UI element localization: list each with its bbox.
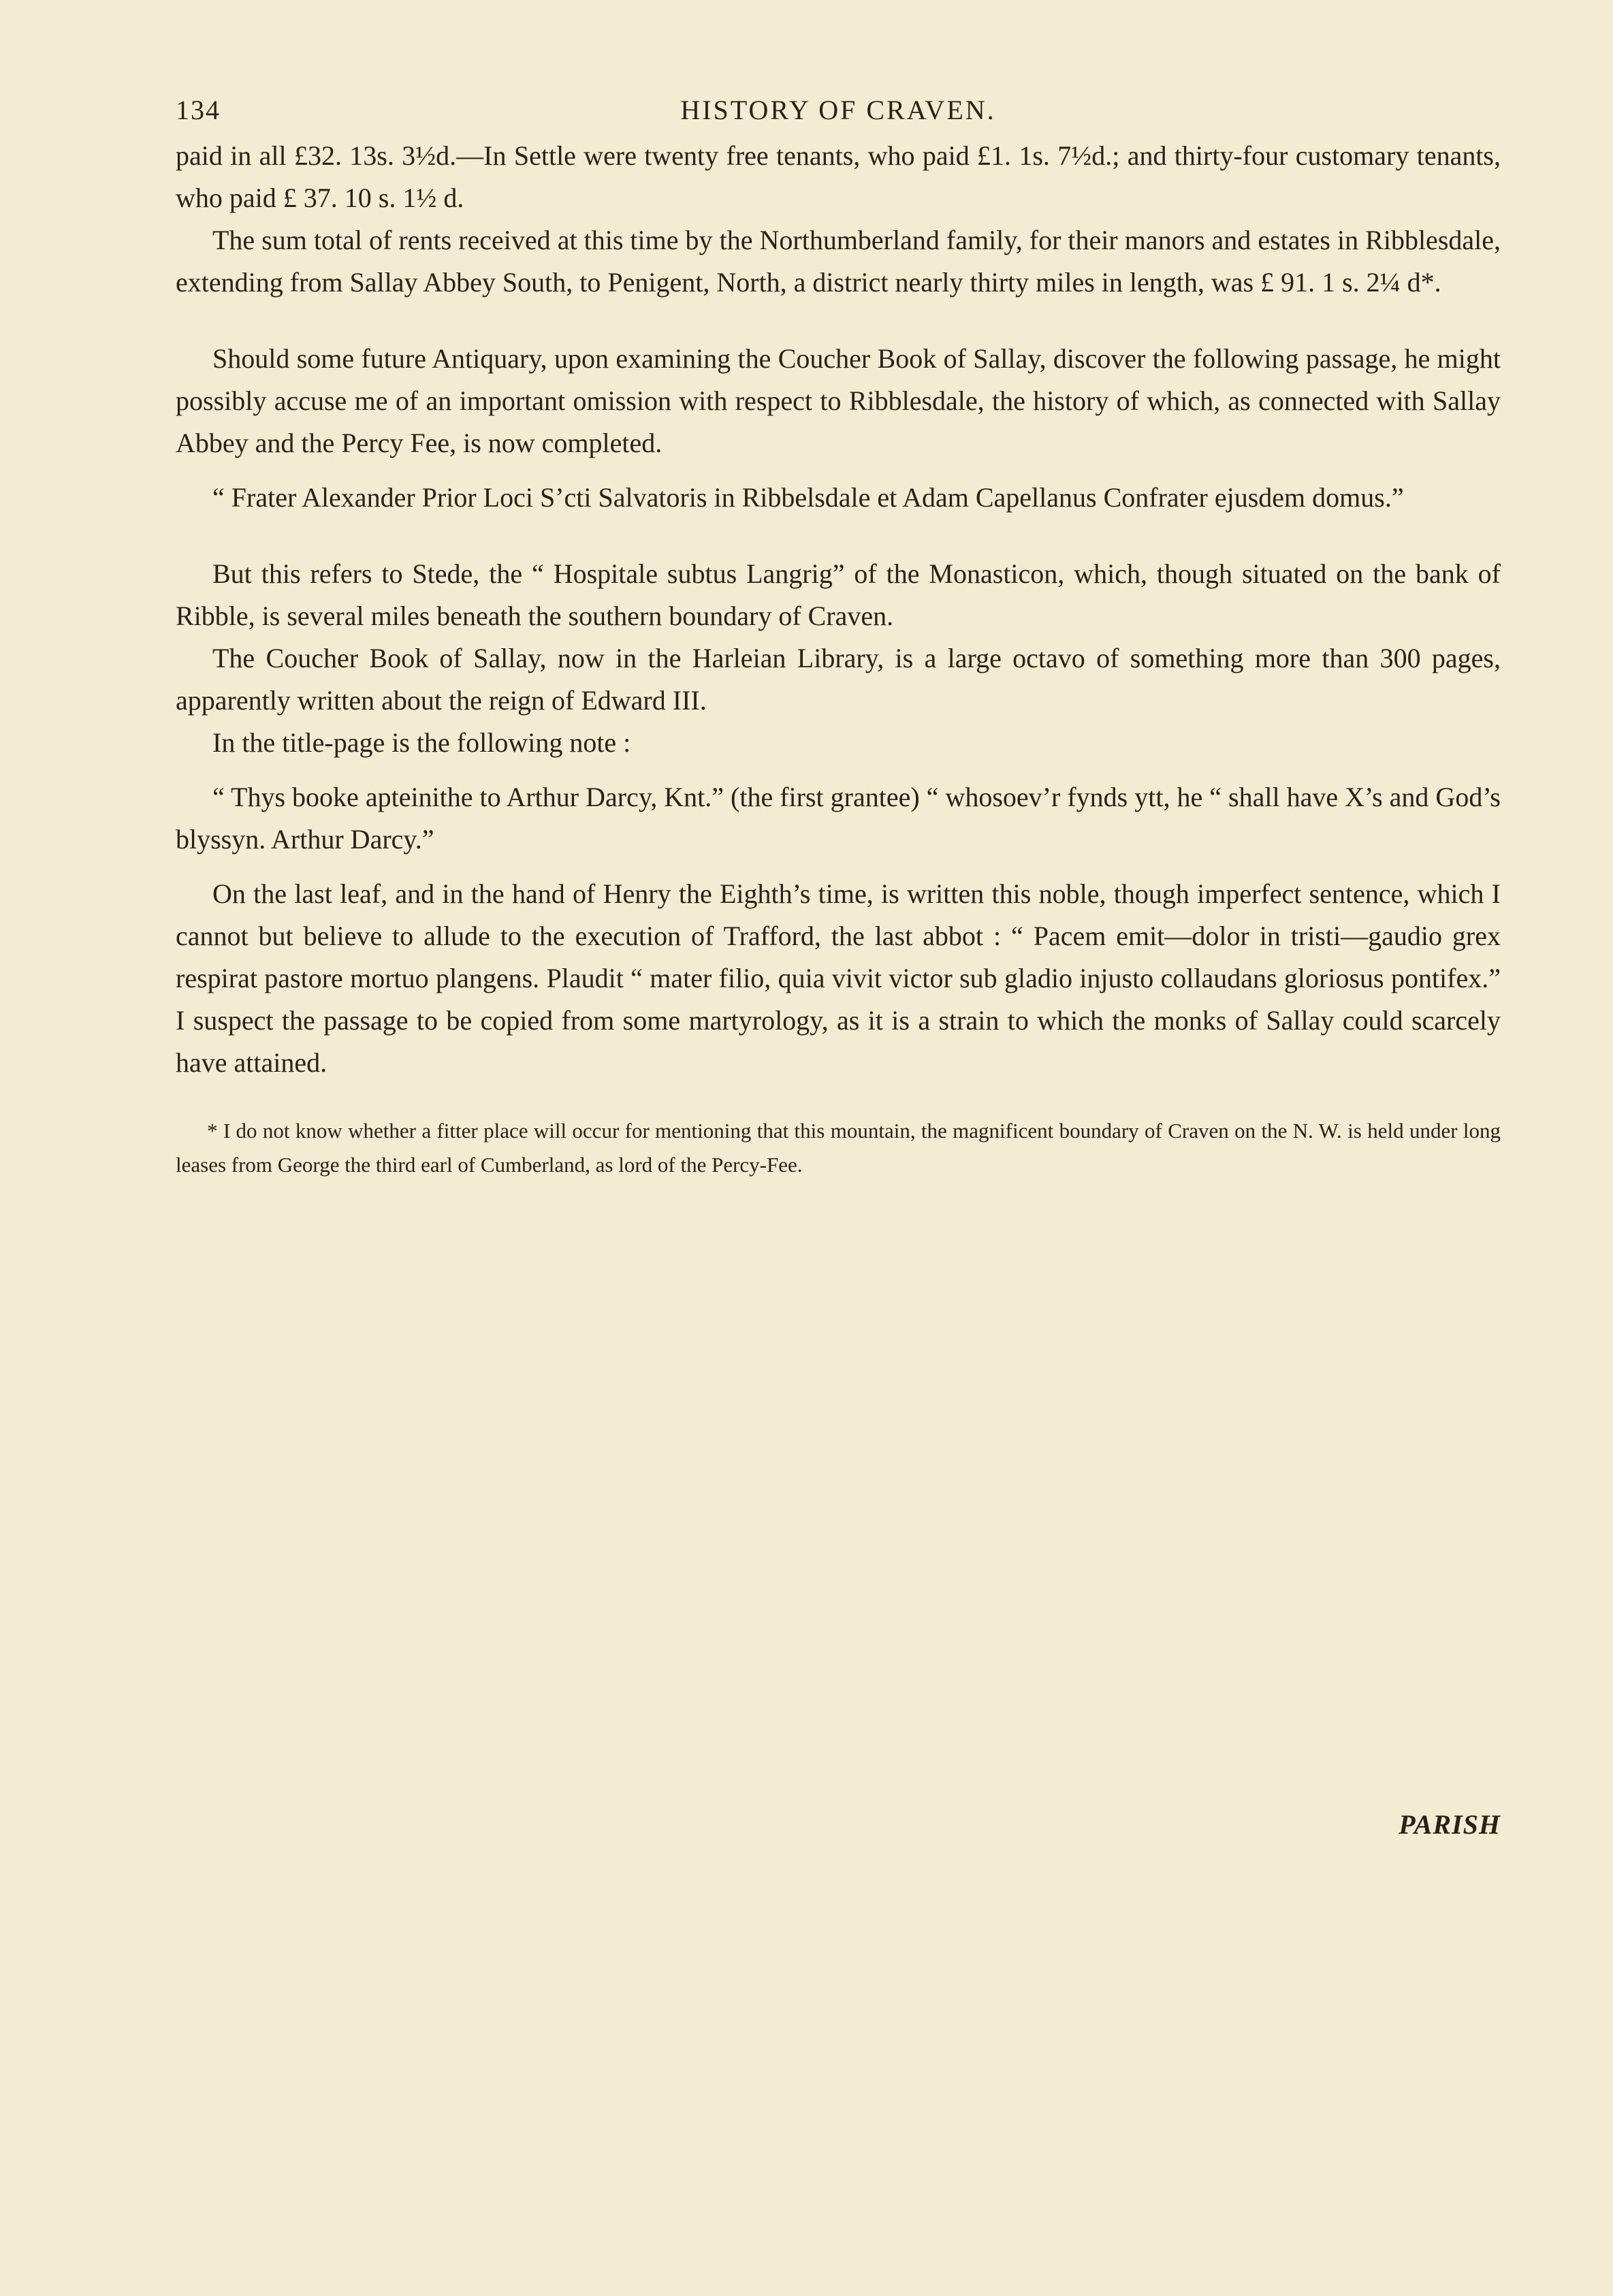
footnote: * I do not know whether a fitter place will occur for mentioning that this mountain, the magnificent boundary of Craven on the N. W. is held under long leases from George the third earl of Cumberland, as lord of the Percy-Fee. — [176, 1119, 1501, 1177]
running-title: HISTORY OF CRAVEN. — [680, 95, 996, 125]
paragraph-rents-total: The sum total of rents received at this time by the Northumberland family, for their manors and estates in Ribblesdale, extending from Sallay Abbey South, to Penigent, North, a district nearly thirty miles in length, was £ 91. 1 s. 2¼ d*. — [176, 225, 1501, 298]
paragraph-antiquary: Should some future Antiquary, upon examining the Coucher Book of Sallay, discover the following passage, he might possibly accuse me of an important omission with respect to Ribblesdale, the history of which, as connected with Sallay Abbey and the Percy Fee, is now completed. — [176, 343, 1501, 458]
page-content — [176, 80, 1501, 1840]
catchword: PARISH — [1399, 1809, 1501, 1840]
quote-arthur-darcy: “ Thys booke apteinithe to Arthur Darcy, Knt.” (the first grantee) “ whosoev’r fynds ytt, he “ shall have X’s and God’s blyssyn. Arthur Darcy.” — [176, 782, 1501, 855]
paragraph-last-leaf: On the last leaf, and in the hand of Henry the Eighth’s time, is written this noble, though imperfect sentence, which I cannot but believe to allude to the execution of Trafford, the last abbot : “ Pacem emit—dolor in tristi—gaudio grex respirat pastore mortuo plangens. Plaudit “ mater filio, quia vivit victor sub gladio injusto collaudans gloriosus pontifex.” I suspect the passage to be copied from some martyrology, as it is a strain to which the monks of Sallay could scarcely have attained. — [176, 878, 1501, 1078]
paragraph-stede: But this refers to Stede, the “ Hospitale subtus Langrig” of the Monasticon, which, though situated on the bank of Ribble, is several miles beneath the southern boundary of Craven. — [176, 558, 1501, 631]
running-head — [176, 80, 1501, 135]
quote-frater-alexander: “ Frater Alexander Prior Loci S’cti Salvatoris in Ribbelsdale et Adam Capellanus Confrater ejusdem domus.” — [212, 482, 1404, 513]
page-number: 134 — [176, 95, 221, 125]
paragraph-coucher-book: The Coucher Book of Sallay, now in the Harleian Library, is a large octavo of something more than 300 pages, apparently written about the reign of Edward III. — [176, 643, 1501, 716]
paragraph-title-page: In the title-page is the following note : — [212, 727, 631, 758]
paragraph-rents-settle: paid in all £32. 13s. 3½d.—In Settle were twenty free tenants, who paid £1. 1s. 7½d.; and thirty-four customary tenants, who paid £ 37. 10 s. 1½ d. — [176, 140, 1501, 213]
